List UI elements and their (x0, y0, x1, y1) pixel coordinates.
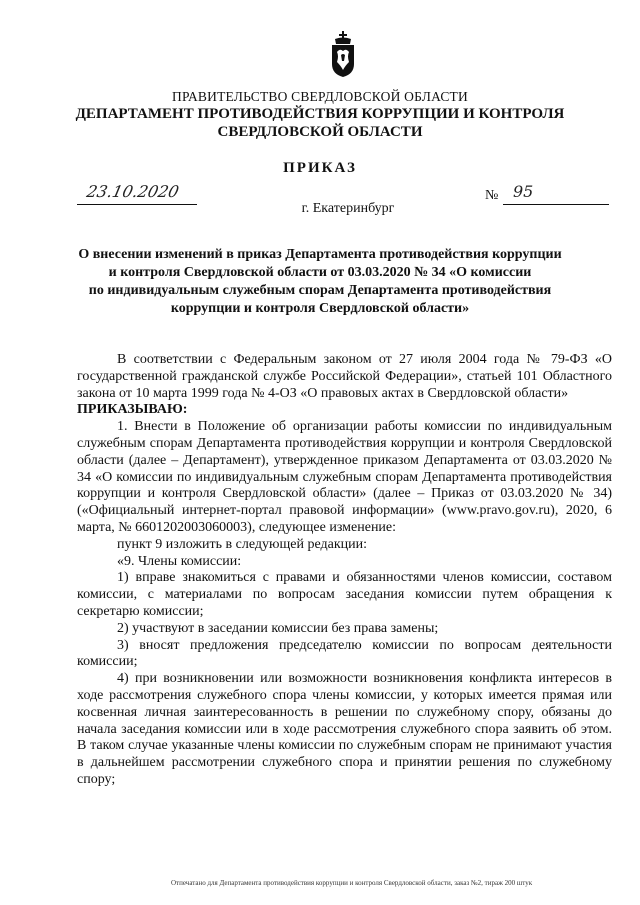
subpoint-3: 3) вносят предложения председателю комиссии по вопросам деятельности комиссии; (77, 637, 612, 670)
coat-of-arms-icon (329, 30, 357, 78)
point9-intro: пункт 9 изложить в следующей редакции: (117, 536, 367, 552)
subpoint-2: 2) участвуют в заседании комиссии без права замены; (117, 620, 439, 636)
document-number: 95 (513, 182, 534, 201)
intro-paragraph: В соответствии с Федеральным законом от 27 июля 2004 года № 79-ФЗ «О государственной гражданской службе Российской Федерации», статьей 101 Областного закона от 10 марта 1999 года № 4-ОЗ «О правовых актах в Свердловской области» (77, 352, 612, 401)
order-word: ПРИКАЗЫВАЮ: (77, 402, 188, 418)
department-name-line2: СВЕРДЛОВСКОЙ ОБЛАСТИ (217, 124, 423, 140)
document-subject (0, 246, 640, 318)
subpoint-1: 1) вправе знакомиться с правами и обязанностями членов комиссии, составом комиссии, с материалами по вопросам заседания комиссии путем обращения к секретарю комиссии; (77, 570, 612, 619)
document-body (77, 352, 612, 789)
print-footer: Отпечатано для Департамента противодействия коррупции и контроля Свердловской области, заказ №2, тираж 200 штук (171, 879, 533, 887)
subject-line1: О внесении изменений в приказ Департамента противодействия коррупции (78, 247, 562, 262)
point9-title: «9. Члены комиссии: (117, 553, 242, 569)
subject-line3: по индивидуальным служебным спорам Департамента противодействия (88, 283, 552, 298)
department-name-line1: ДЕПАРТАМЕНТ ПРОТИВОДЕЙСТВИЯ КОРРУПЦИИ И КОНТРОЛЯ (75, 106, 565, 122)
item-1: 1. Внести в Положение об организации работы комиссии по индивидуальным служебным спорам Департамента противодействия коррупции и контроля Свердловской области (далее – Департамент), утвержденное приказом Департамента от 03.03.2020 № 34 «О комиссии по индивидуальным служебным спорам Департамента противодействия коррупции и контроля Свердловской области» (далее – Приказ от 03.03.2020 № 34) («Официальный интернет-портал правовой информации» (www.pravo.gov.ru), 2020, 6 марта, № 6601202003060003), следующее изменение: (77, 419, 612, 535)
subpoint-4: 4) при возникновении или возможности возникновения конфликта интересов в ходе рассмотрения служебного спора члены комиссии, у которых имеется прямая или косвенная личная заинтересованность в решении по служебному спору, обязаны до начала заседания комиссии или в ходе рассмотрения служебного спора заявить об этом. В таком случае указанные члены комиссии по служебным спорам не принимают участия в дальнейшем рассмотрении служебного спора и принятии решения по служебному спору; (77, 671, 612, 787)
city: г. Екатеринбург (301, 201, 395, 216)
subject-line2: и контроля Свердловской области от 03.03.2020 № 34 «О комиссии (108, 265, 532, 280)
document-date: 23.10.2020 (84, 182, 181, 201)
government-name: ПРАВИТЕЛЬСТВО СВЕРДЛОВСКОЙ ОБЛАСТИ (172, 89, 468, 104)
document-type: ПРИКАЗ (283, 160, 357, 176)
subject-line4: коррупции и контроля Свердловской области» (170, 301, 470, 316)
department-name (0, 105, 640, 141)
number-label: № (485, 188, 499, 203)
